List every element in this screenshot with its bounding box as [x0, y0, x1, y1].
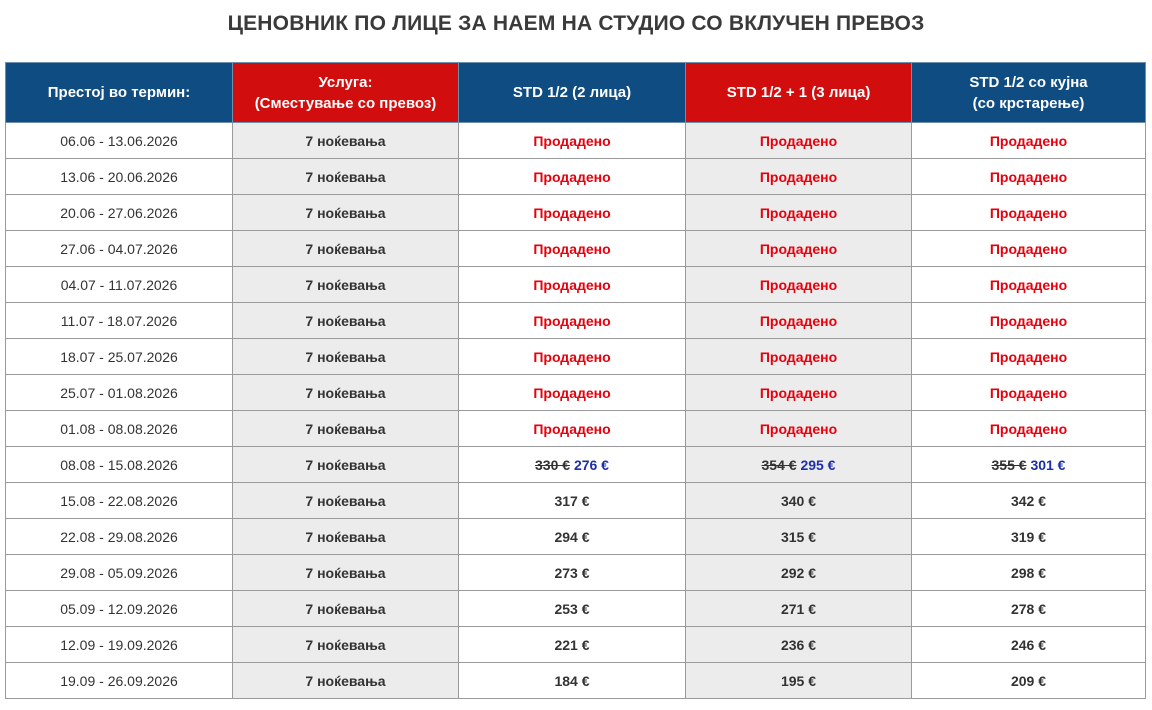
old-price: 354 € — [761, 456, 797, 473]
price-cell: 184 € — [459, 663, 686, 699]
table-row — [6, 231, 1146, 267]
header-stay-period — [6, 63, 233, 123]
new-price: 301 € — [1030, 456, 1066, 473]
sold-out-cell: Продадено — [459, 303, 686, 339]
service-cell: 7 ноќевања — [233, 195, 459, 231]
old-price: 355 € — [991, 456, 1027, 473]
price-cell: 271 € — [686, 591, 912, 627]
table-row — [6, 555, 1146, 591]
service-cell: 7 ноќевања — [233, 555, 459, 591]
price-cell: 253 € — [459, 591, 686, 627]
price-cell: 340 € — [686, 483, 912, 519]
header-label: STD 1/2 + 1 (3 лица) — [726, 84, 871, 101]
sold-out-cell: Продадено — [686, 339, 912, 375]
date-range-cell: 12.09 - 19.09.2026 — [6, 627, 233, 663]
table-row — [6, 519, 1146, 555]
service-cell: 7 ноќевања — [233, 447, 459, 483]
price-cell: 209 € — [912, 663, 1146, 699]
new-price: 295 € — [800, 456, 836, 473]
table-row — [6, 195, 1146, 231]
sold-out-cell: Продадено — [912, 303, 1146, 339]
sold-out-cell: Продадено — [459, 411, 686, 447]
date-range-cell: 27.06 - 04.07.2026 — [6, 231, 233, 267]
service-cell: 7 ноќевања — [233, 159, 459, 195]
sold-out-cell: Продадено — [459, 375, 686, 411]
sold-out-cell: Продадено — [459, 339, 686, 375]
sold-out-cell: Продадено — [686, 411, 912, 447]
sold-out-cell: Продадено — [459, 123, 686, 159]
date-range-cell: 29.08 - 05.09.2026 — [6, 555, 233, 591]
price-cell: 278 € — [912, 591, 1146, 627]
date-range-cell: 04.07 - 11.07.2026 — [6, 267, 233, 303]
service-cell: 7 ноќевања — [233, 339, 459, 375]
date-range-cell: 25.07 - 01.08.2026 — [6, 375, 233, 411]
date-range-cell: 06.06 - 13.06.2026 — [6, 123, 233, 159]
discount-price-cell — [912, 447, 1146, 483]
header-label: (Сместување со превоз) — [254, 94, 437, 112]
price-cell: 342 € — [912, 483, 1146, 519]
price-cell: 292 € — [686, 555, 912, 591]
sold-out-cell: Продадено — [459, 195, 686, 231]
header-std-kitchen-cruise — [912, 63, 1146, 123]
sold-out-cell: Продадено — [686, 375, 912, 411]
service-cell: 7 ноќевања — [233, 267, 459, 303]
price-cell: 298 € — [912, 555, 1146, 591]
date-range-cell: 18.07 - 25.07.2026 — [6, 339, 233, 375]
price-cell: 319 € — [912, 519, 1146, 555]
sold-out-cell: Продадено — [686, 303, 912, 339]
sold-out-cell: Продадено — [912, 123, 1146, 159]
header-label: STD 1/2 (2 лица) — [512, 84, 632, 101]
date-range-cell: 13.06 - 20.06.2026 — [6, 159, 233, 195]
sold-out-cell: Продадено — [686, 123, 912, 159]
price-cell: 315 € — [686, 519, 912, 555]
sold-out-cell: Продадено — [912, 375, 1146, 411]
table-header-row — [6, 63, 1146, 123]
sold-out-cell: Продадено — [912, 231, 1146, 267]
discount-price-cell — [459, 447, 686, 483]
service-cell: 7 ноќевања — [233, 231, 459, 267]
sold-out-cell: Продадено — [686, 231, 912, 267]
date-range-cell: 01.08 - 08.08.2026 — [6, 411, 233, 447]
price-cell: 246 € — [912, 627, 1146, 663]
table-row — [6, 375, 1146, 411]
sold-out-cell: Продадено — [686, 195, 912, 231]
header-service — [233, 63, 459, 123]
date-range-cell: 05.09 - 12.09.2026 — [6, 591, 233, 627]
table-row — [6, 483, 1146, 519]
new-price: 276 € — [573, 456, 609, 473]
sold-out-cell: Продадено — [912, 339, 1146, 375]
table-header — [6, 63, 1146, 123]
date-range-cell: 15.08 - 22.08.2026 — [6, 483, 233, 519]
header-std-2-persons — [459, 63, 686, 123]
sold-out-cell: Продадено — [686, 267, 912, 303]
header-label: (со крстарење) — [972, 94, 1085, 112]
sold-out-cell: Продадено — [912, 267, 1146, 303]
header-label: Услуга: — [318, 73, 373, 91]
service-cell: 7 ноќевања — [233, 519, 459, 555]
price-cell: 294 € — [459, 519, 686, 555]
sold-out-cell: Продадено — [686, 159, 912, 195]
date-range-cell: 11.07 - 18.07.2026 — [6, 303, 233, 339]
date-range-cell: 08.08 - 15.08.2026 — [6, 447, 233, 483]
service-cell: 7 ноќевања — [233, 411, 459, 447]
table-row — [6, 267, 1146, 303]
sold-out-cell: Продадено — [459, 231, 686, 267]
table-row — [6, 339, 1146, 375]
price-table — [5, 62, 1146, 699]
table-row — [6, 159, 1146, 195]
table-row — [6, 663, 1146, 699]
price-cell: 317 € — [459, 483, 686, 519]
date-range-cell: 22.08 - 29.08.2026 — [6, 519, 233, 555]
table-row — [6, 447, 1146, 483]
table-row — [6, 627, 1146, 663]
service-cell: 7 ноќевања — [233, 375, 459, 411]
sold-out-cell: Продадено — [912, 195, 1146, 231]
price-cell: 236 € — [686, 627, 912, 663]
header-label: Престој во термин: — [47, 84, 191, 101]
sold-out-cell: Продадено — [912, 411, 1146, 447]
service-cell: 7 ноќевања — [233, 663, 459, 699]
service-cell: 7 ноќевања — [233, 627, 459, 663]
service-cell: 7 ноќевања — [233, 123, 459, 159]
table-row — [6, 123, 1146, 159]
date-range-cell: 20.06 - 27.06.2026 — [6, 195, 233, 231]
service-cell: 7 ноќевања — [233, 303, 459, 339]
sold-out-cell: Продадено — [912, 159, 1146, 195]
price-cell: 195 € — [686, 663, 912, 699]
old-price: 330 € — [535, 456, 571, 473]
date-range-cell: 19.09 - 26.09.2026 — [6, 663, 233, 699]
table-row — [6, 411, 1146, 447]
table-row — [6, 303, 1146, 339]
sold-out-cell: Продадено — [459, 267, 686, 303]
price-cell: 273 € — [459, 555, 686, 591]
service-cell: 7 ноќевања — [233, 483, 459, 519]
header-label: STD 1/2 со кујна — [969, 73, 1088, 91]
discount-price-cell — [686, 447, 912, 483]
header-std-3-persons — [686, 63, 912, 123]
table-row — [6, 591, 1146, 627]
page-title: ЦЕНОВНИК ПО ЛИЦЕ ЗА НАЕМ НА СТУДИО СО ВКЛУЧЕН ПРЕВОЗ — [227, 12, 925, 35]
price-cell: 221 € — [459, 627, 686, 663]
sold-out-cell: Продадено — [459, 159, 686, 195]
table-body — [6, 123, 1146, 699]
service-cell: 7 ноќевања — [233, 591, 459, 627]
